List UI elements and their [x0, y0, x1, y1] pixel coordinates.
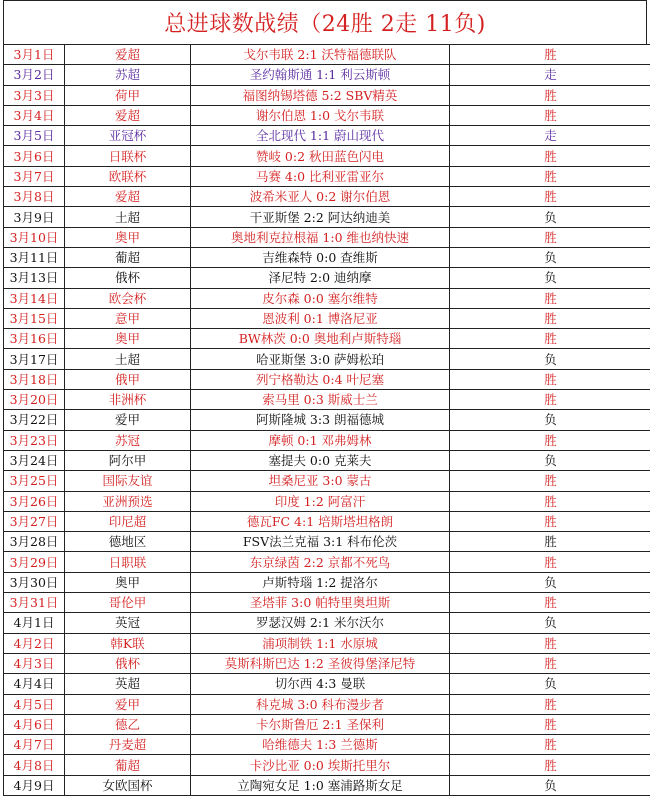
row-date: 4月3日 [4, 653, 65, 673]
row-date: 3月5日 [4, 126, 65, 146]
table-row [4, 653, 650, 673]
row-match: 立陶宛女足 1:0 塞浦路斯女足 [191, 775, 450, 795]
row-date: 4月8日 [4, 755, 65, 775]
table-row [4, 65, 650, 85]
row-match: 戈尔韦联 2:1 沃特福德联队 [191, 45, 450, 65]
row-date: 3月11日 [4, 247, 65, 267]
row-result: 胜 [450, 735, 650, 755]
row-date: 4月9日 [4, 775, 65, 795]
table-row [4, 85, 650, 105]
row-match: 哈亚斯堡 3:0 萨姆松珀 [191, 349, 450, 369]
row-match: 哈维德夫 1:3 兰德斯 [191, 735, 450, 755]
row-league: 英超 [65, 674, 191, 694]
row-league: 爱甲 [65, 410, 191, 430]
row-result: 胜 [450, 227, 650, 247]
row-match: 卡尔斯鲁厄 2:1 圣保利 [191, 714, 450, 734]
table-row [4, 633, 650, 653]
table-row [4, 572, 650, 592]
table-row [4, 105, 650, 125]
row-result: 胜 [450, 593, 650, 613]
row-league: 德乙 [65, 714, 191, 734]
row-date: 3月27日 [4, 511, 65, 531]
row-date: 3月23日 [4, 430, 65, 450]
row-league: 苏冠 [65, 430, 191, 450]
row-league: 爱甲 [65, 694, 191, 714]
row-date: 3月31日 [4, 593, 65, 613]
row-result: 胜 [450, 146, 650, 166]
row-date: 4月5日 [4, 694, 65, 714]
row-result: 负 [450, 349, 650, 369]
row-match: 浦项制铁 1:1 水原城 [191, 633, 450, 653]
table-row [4, 247, 650, 267]
row-result: 胜 [450, 694, 650, 714]
row-league: 葡超 [65, 247, 191, 267]
row-league: 国际友谊 [65, 471, 191, 491]
row-match: 坦桑尼亚 3:0 蒙古 [191, 471, 450, 491]
row-date: 3月2日 [4, 65, 65, 85]
table-row [4, 694, 650, 714]
row-league: 印尼超 [65, 511, 191, 531]
table-row [4, 390, 650, 410]
row-league: 日联杯 [65, 146, 191, 166]
row-league: 亚冠杯 [65, 126, 191, 146]
row-result: 胜 [450, 633, 650, 653]
row-date: 3月15日 [4, 308, 65, 328]
row-league: 土超 [65, 349, 191, 369]
row-league: 欧联杯 [65, 166, 191, 186]
row-result: 胜 [450, 85, 650, 105]
row-league: 荷甲 [65, 85, 191, 105]
row-match: 东京绿茵 2:2 京都不死鸟 [191, 552, 450, 572]
row-match: 干亚斯堡 2:2 阿达纳迪美 [191, 207, 450, 227]
table-row [4, 674, 650, 694]
row-league: 爱超 [65, 45, 191, 65]
row-match: 摩顿 0:1 邓弗姆林 [191, 430, 450, 450]
table-row [4, 288, 650, 308]
row-match: 阿斯隆城 3:3 朗福德城 [191, 410, 450, 430]
table-row [4, 532, 650, 552]
row-match: 索马里 0:3 斯威士兰 [191, 390, 450, 410]
row-league: 奥甲 [65, 329, 191, 349]
page-title: 总进球数战绩（24胜 2走 11负) [3, 0, 647, 44]
row-match: 吉维森特 0:0 查维斯 [191, 247, 450, 267]
row-date: 3月22日 [4, 410, 65, 430]
row-match: 圣塔菲 3:0 帕特里奥坦斯 [191, 593, 450, 613]
row-result: 胜 [450, 653, 650, 673]
row-date: 3月6日 [4, 146, 65, 166]
row-result: 胜 [450, 105, 650, 125]
table-row [4, 329, 650, 349]
row-match: 福图纳锡塔德 5:2 SBV精英 [191, 85, 450, 105]
row-date: 3月24日 [4, 450, 65, 470]
row-match: 皮尔森 0:0 塞尔维特 [191, 288, 450, 308]
row-match: 德瓦FC 4:1 培斯塔坦格朗 [191, 511, 450, 531]
table-row [4, 613, 650, 633]
table-row [4, 735, 650, 755]
table-row [4, 775, 650, 795]
row-league: 爱超 [65, 105, 191, 125]
row-result: 走 [450, 126, 650, 146]
table-row [4, 207, 650, 227]
table-row [4, 126, 650, 146]
row-match: 科克城 3:0 科布漫步者 [191, 694, 450, 714]
row-league: 亚洲预选 [65, 491, 191, 511]
results-table [3, 44, 650, 796]
row-date: 3月17日 [4, 349, 65, 369]
row-match: 卡沙比亚 0:0 埃斯托里尔 [191, 755, 450, 775]
row-league: 哥伦甲 [65, 593, 191, 613]
table-row [4, 308, 650, 328]
row-match: 罗瑟汉姆 2:1 米尔沃尔 [191, 613, 450, 633]
row-match: 切尔西 4:3 曼联 [191, 674, 450, 694]
row-result: 走 [450, 65, 650, 85]
row-match: 赞岐 0:2 秋田蓝色闪电 [191, 146, 450, 166]
row-league: 土超 [65, 207, 191, 227]
table-row [4, 714, 650, 734]
row-date: 3月29日 [4, 552, 65, 572]
row-match: 圣约翰斯通 1:1 利云斯顿 [191, 65, 450, 85]
table-row [4, 349, 650, 369]
row-match: 奥地利克拉根福 1:0 维也纳快速 [191, 227, 450, 247]
row-date: 3月30日 [4, 572, 65, 592]
table-row [4, 471, 650, 491]
row-result: 胜 [450, 369, 650, 389]
row-result: 胜 [450, 166, 650, 186]
row-league: 欧会杯 [65, 288, 191, 308]
row-date: 3月10日 [4, 227, 65, 247]
table-row [4, 369, 650, 389]
row-match: FSV法兰克福 3:1 科布伦茨 [191, 532, 450, 552]
row-match: 泽尼特 2:0 迪纳摩 [191, 268, 450, 288]
row-result: 负 [450, 247, 650, 267]
row-league: 非洲杯 [65, 390, 191, 410]
row-date: 4月1日 [4, 613, 65, 633]
row-date: 3月16日 [4, 329, 65, 349]
row-result: 胜 [450, 491, 650, 511]
row-result: 负 [450, 572, 650, 592]
row-league: 俄甲 [65, 369, 191, 389]
row-match: BW林茨 0:0 奥地利卢斯特瑙 [191, 329, 450, 349]
row-match: 恩波利 0:1 博洛尼亚 [191, 308, 450, 328]
row-league: 阿尔甲 [65, 450, 191, 470]
row-league: 苏超 [65, 65, 191, 85]
row-result: 胜 [450, 329, 650, 349]
row-match: 塞提夫 0:0 克莱夫 [191, 450, 450, 470]
row-result: 胜 [450, 187, 650, 207]
row-match: 波希米亚人 0:2 谢尔伯恩 [191, 187, 450, 207]
table-row [4, 511, 650, 531]
row-result: 胜 [450, 714, 650, 734]
row-date: 3月14日 [4, 288, 65, 308]
row-date: 4月4日 [4, 674, 65, 694]
row-league: 丹麦超 [65, 735, 191, 755]
row-league: 葡超 [65, 755, 191, 775]
row-league: 爱超 [65, 187, 191, 207]
row-result: 负 [450, 674, 650, 694]
row-result: 胜 [450, 552, 650, 572]
row-match: 印度 1:2 阿富汗 [191, 491, 450, 511]
row-date: 4月7日 [4, 735, 65, 755]
row-date: 3月25日 [4, 471, 65, 491]
row-result: 负 [450, 775, 650, 795]
row-result: 胜 [450, 390, 650, 410]
row-league: 奥甲 [65, 572, 191, 592]
row-league: 韩K联 [65, 633, 191, 653]
row-league: 女欧国杯 [65, 775, 191, 795]
row-result: 负 [450, 207, 650, 227]
table-row [4, 227, 650, 247]
row-result: 胜 [450, 532, 650, 552]
table-row [4, 450, 650, 470]
table-row [4, 755, 650, 775]
row-date: 3月8日 [4, 187, 65, 207]
table-row [4, 187, 650, 207]
row-date: 4月2日 [4, 633, 65, 653]
row-league: 德地区 [65, 532, 191, 552]
table-row [4, 552, 650, 572]
row-result: 胜 [450, 45, 650, 65]
row-date: 3月7日 [4, 166, 65, 186]
row-result: 胜 [450, 511, 650, 531]
row-league: 英冠 [65, 613, 191, 633]
row-result: 负 [450, 410, 650, 430]
row-result: 胜 [450, 288, 650, 308]
table-row [4, 146, 650, 166]
row-date: 3月13日 [4, 268, 65, 288]
row-league: 意甲 [65, 308, 191, 328]
row-match: 莫斯科斯巴达 1:2 圣彼得堡泽尼特 [191, 653, 450, 673]
row-date: 4月6日 [4, 714, 65, 734]
row-league: 俄杯 [65, 653, 191, 673]
row-match: 马赛 4:0 比利亚雷亚尔 [191, 166, 450, 186]
table-row [4, 166, 650, 186]
row-league: 奥甲 [65, 227, 191, 247]
row-date: 3月18日 [4, 369, 65, 389]
row-date: 3月3日 [4, 85, 65, 105]
table-row [4, 45, 650, 65]
results-table-body [4, 45, 650, 796]
row-match: 谢尔伯恩 1:0 戈尔韦联 [191, 105, 450, 125]
row-date: 3月26日 [4, 491, 65, 511]
row-match: 全北现代 1:1 蔚山现代 [191, 126, 450, 146]
row-date: 3月4日 [4, 105, 65, 125]
row-league: 俄杯 [65, 268, 191, 288]
row-date: 3月28日 [4, 532, 65, 552]
row-result: 胜 [450, 471, 650, 491]
table-row [4, 410, 650, 430]
row-result: 负 [450, 613, 650, 633]
row-date: 3月1日 [4, 45, 65, 65]
row-match: 卢斯特瑙 1:2 提洛尔 [191, 572, 450, 592]
row-match: 列宁格勒达 0:4 叶尼塞 [191, 369, 450, 389]
table-row [4, 491, 650, 511]
row-result: 胜 [450, 755, 650, 775]
table-row [4, 593, 650, 613]
row-result: 胜 [450, 430, 650, 450]
row-date: 3月9日 [4, 207, 65, 227]
row-result: 负 [450, 268, 650, 288]
table-row [4, 268, 650, 288]
row-result: 负 [450, 450, 650, 470]
row-league: 日职联 [65, 552, 191, 572]
row-result: 胜 [450, 308, 650, 328]
row-date: 3月20日 [4, 390, 65, 410]
table-row [4, 430, 650, 450]
